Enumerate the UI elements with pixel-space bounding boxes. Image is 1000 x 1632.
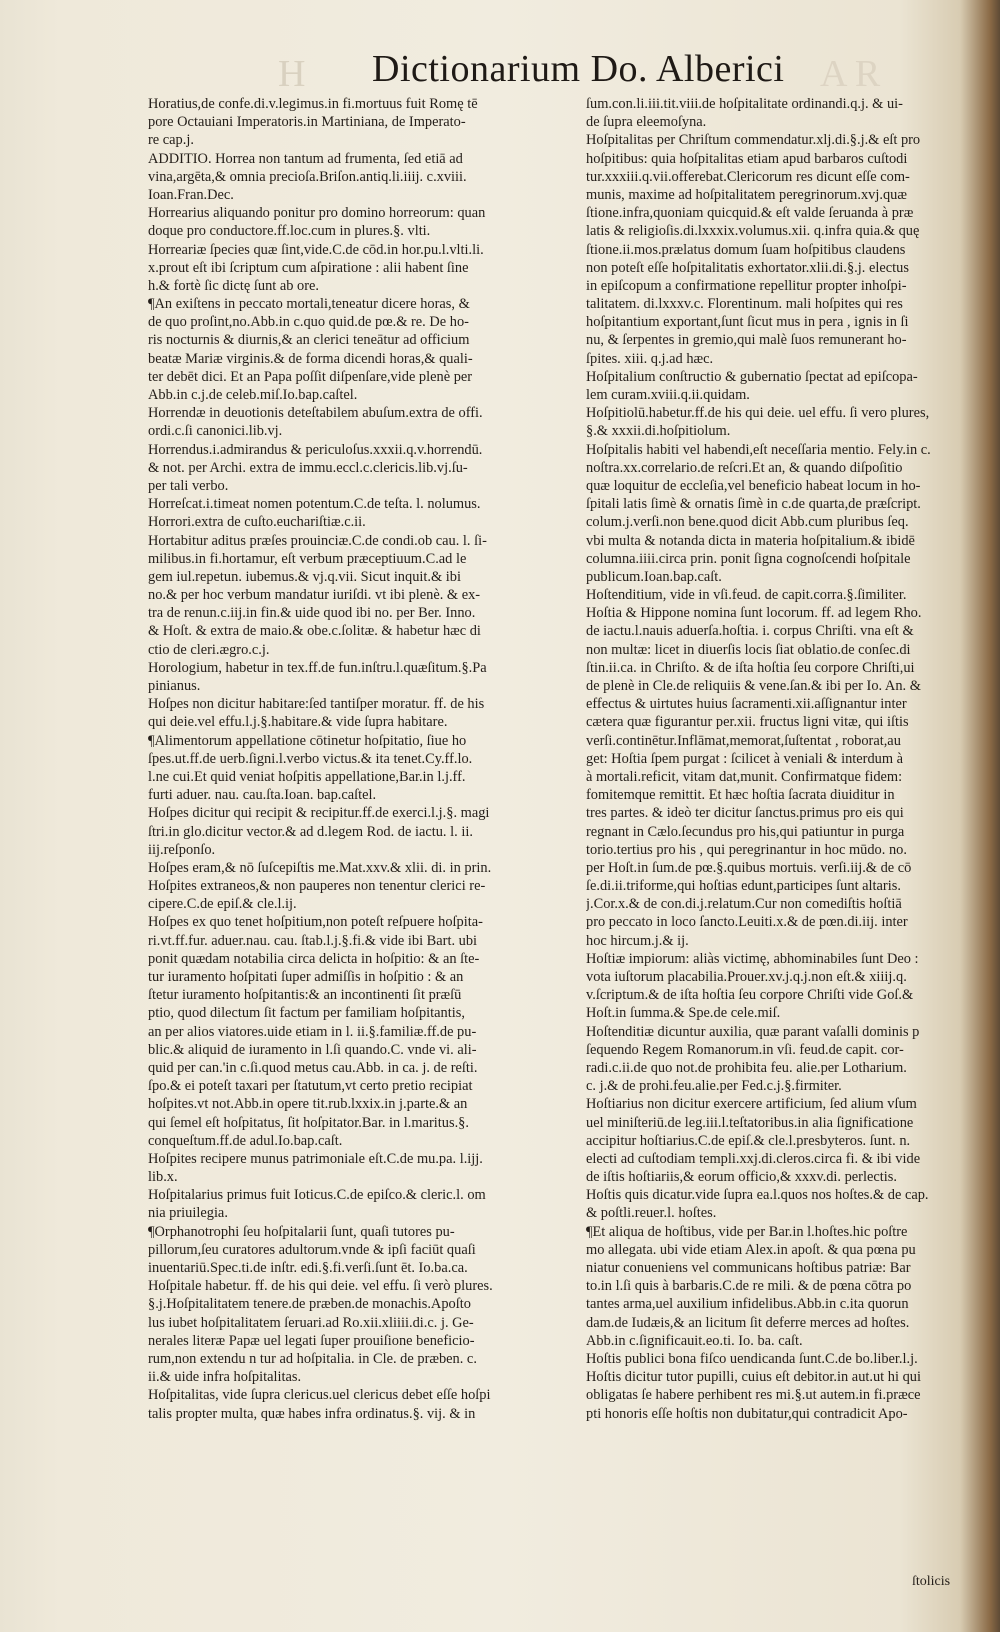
- right-column-line: get: Hoſtia ſpem purgat : ſcilicet à veniali & interdum à: [586, 750, 904, 767]
- right-column-line: de iactu.l.nauis aduerſa.hoſtia. i. corpus Chriſti. vna eſt &: [586, 623, 914, 640]
- catchword: ſtolicis: [912, 1574, 951, 1589]
- right-column-line: Hoſtia & Hippone nomina ſunt locorum. ff. ad legem Rho.: [586, 605, 922, 622]
- left-column-line: ter debēt dici. Et an Papa poſſit diſpenſare,vide plenè per: [148, 368, 473, 385]
- right-column-line: v.ſcriptum.& de iſta hoſtia ſeu corpore Chriſti vide Goſ.&: [586, 987, 914, 1004]
- right-column-line: cætera quæ figurantur per.xii. fructus ligni vitæ, qui iſtis: [586, 714, 909, 731]
- left-column-line: Hoſpitalarius primus fuit Ioticus.C.de epiſco.& cleric.l. om: [148, 1187, 486, 1204]
- left-column-line: milibus.in fi.hortamur, eſt verbum præceptiuum.C.ad le: [148, 550, 467, 567]
- right-column-line: Hoſtenditium, vide in vſi.feud. de capit.corra.§.ſimiliter.: [586, 587, 907, 604]
- right-column-line: Hoſpitalitas per Chriſtum commendatur.xlj.di.§.j.& eſt pro: [586, 132, 921, 149]
- right-column-line: Hoſpitalium conſtructio & gubernatio ſpectat ad epiſcopa-: [586, 368, 918, 385]
- left-column-line: cipere.C.de epiſ.& cle.l.ij.: [148, 896, 297, 913]
- right-column-line: latis & religioſis.di.lxxxix.volumus.xii. q.infra quia.& quę: [586, 223, 920, 240]
- right-column-line: noſtra.xx.correlario.de reſcri.Et an, & quando diſpoſitio: [586, 459, 903, 476]
- right-column-line: j.Cor.x.& de con.di.j.relatum.Cur non comediſtis hoſtiā: [586, 896, 902, 913]
- bleed-through-letter-left: H: [278, 53, 307, 95]
- right-column-line: à mortali.reficit, vitam dat,munit. Confirmatque fidem:: [586, 768, 903, 785]
- right-column-line: nu, & ſerpentes in gremio,qui malè ſuos remunerant ho-: [586, 332, 907, 349]
- left-column-line: tra de renun.c.iij.in fin.& uide quod ibi no. per Ber. Inno.: [148, 605, 476, 622]
- left-column-line: ADDITIO. Horrea non tantum ad frumenta, ſed etiā ad: [148, 150, 463, 167]
- left-column-line: lib.x.: [148, 1169, 178, 1186]
- right-column-line: ſtin.ii.ca. in Chriſto. & de iſta hoſtia ſeu corpore Chriſti,ui: [586, 659, 915, 676]
- right-column-line: Hoſpitalis habiti vel habendi,eſt neceſſaria mentio. Fely.in c.: [586, 441, 931, 458]
- right-column-line: ſe.di.ii.triforme,qui hoſtias edunt,participes ſunt altaris.: [586, 878, 901, 895]
- right-column-line: torio.tertius pro his , qui peregrinantur in hoc mūdo. no.: [586, 841, 907, 858]
- right-column-line: Abb.in c.ſignificauit.eo.ti. Io. ba. caſt.: [586, 1332, 803, 1349]
- right-column-line: hoc hircum.j.& ij.: [586, 932, 689, 949]
- right-column-line: de ſupra eleemoſyna.: [586, 114, 707, 131]
- right-column-line: ſpites. xiii. q.j.ad hæc.: [586, 350, 714, 367]
- left-column-line: Horrearius aliquando ponitur pro domino horreorum: quan: [148, 205, 486, 222]
- left-column-line: Hoſpites recipere munus patrimoniale eſt.C.de mu.pa. l.ijj.: [148, 1150, 483, 1167]
- left-column-line: ſtri.in glo.dicitur vector.& ad d.legem Rod. de iactu. l. ii.: [148, 823, 473, 840]
- left-column-line: an per alios viatores.uide etiam in l. ii.§.familiæ.ff.de pu-: [148, 1023, 477, 1040]
- right-column-line: verſi.continētur.Inflāmat,memorat,ſuſtentat , roborat,au: [586, 732, 901, 749]
- left-column-line: furti aduer. nau. cau.ſta.Ioan. bap.caſtel.: [148, 787, 377, 804]
- left-column-line: doque pro conductore.ff.loc.cum in plures.§. vlti.: [148, 223, 431, 240]
- left-column-line: Hortabitur aditus præſes prouinciæ.C.de condi.ob cau. l. ſi-: [148, 532, 487, 549]
- bleed-through-letters-right: A R: [820, 53, 881, 95]
- right-column-line: mo allegata. ubi vide etiam Alex.in apoſt. & qua pœna pu: [586, 1241, 916, 1258]
- right-column-line: tur.xxxiii.q.vii.offerebat.Clericorum res dicunt eſſe com-: [586, 168, 910, 185]
- right-column-line: accipitur hoſtiarius.C.de epiſ.& cle.l.presbyteros. ſunt. n.: [586, 1132, 911, 1149]
- left-column-line: h.& fortè ſic dictę ſunt ab ore.: [148, 277, 320, 294]
- left-column-line: qui ſemel eſt hoſpitatus, ſit hoſpitator.Bar. in l.maritus.§.: [148, 1114, 469, 1131]
- left-column-line: ¶Orphanotrophi ſeu hoſpitalarii ſunt, quaſi tutores pu-: [148, 1223, 455, 1240]
- left-column-line: nerales literæ Papæ uel legati ſuper prouiſione beneficio-: [148, 1332, 475, 1349]
- left-column-line: hoſpites.vt not.Abb.in opere tit.rub.lxxix.in j.parte.& an: [148, 1096, 468, 1113]
- right-column-line: tres partes. & ideò ter dicitur ſanctus.primus pro eis qui: [586, 805, 904, 822]
- left-column-line: §.j.Hoſpitalitatem tenere.de præben.de monachis.Apoſto: [148, 1296, 471, 1313]
- left-column-line: ſpo.& ei poteſt taxari per ſtatutum,vt certo pretio recipiat: [148, 1078, 473, 1095]
- right-column-line: regnant in Cælo.ſecundus pro his,qui patiuntur in purga: [586, 823, 905, 840]
- left-column-line: Hoſpites extraneos,& non pauperes non tenentur clerici re-: [148, 878, 486, 895]
- right-column-line: de plenè in Cle.de reliquiis & vene.ſan.& ibi per Io. An. &: [586, 678, 921, 694]
- left-column-line: Horrendus.i.admirandus & periculoſus.xxxii.q.v.horrendū.: [148, 441, 483, 458]
- left-column-line: lus iubet hoſpitalitatem ſeruari.ad Ro.xii.xliiii.di.c. j. Ge-: [148, 1314, 474, 1331]
- left-column-line: blic.& aliquid de iuramento in l.ſi quando.C. vnde vi. ali-: [148, 1041, 477, 1058]
- left-column-line: & Hoſt. & extra de maio.& obe.c.ſolitæ. & habetur hæc di: [148, 623, 481, 640]
- left-column-line: ¶An exiſtens in peccato mortali,teneatur dicere horas, &: [148, 296, 470, 313]
- right-column-line: Hoſtis quis dicatur.vide ſupra ea.l.quos nos hoſtes.& de cap.: [586, 1187, 929, 1204]
- left-column-line: conqueſtum.ff.de adul.Io.bap.caſt.: [148, 1132, 343, 1149]
- right-column-line: de iſtis hoſtiariis,& eorum officio,& xxxv.di. perlectis.: [586, 1169, 897, 1186]
- left-column-line: pore Octauiani Imperatoris.in Martiniana, de Imperato-: [148, 114, 466, 131]
- left-column-line: Hoſpitale habetur. ff. de his qui deie. vel effu. ſi verò plures.: [148, 1278, 493, 1295]
- right-column-line: hoſpitantium exportant,ſunt ſicut mus in pera , ignis in ſi: [586, 314, 909, 331]
- left-column-line: rum,non extendu n tur ad hoſpitalia. in Cle. de præben. c.: [148, 1350, 477, 1367]
- right-column-line: non multæ: licet in diuerſis locis ſiat oblatio.de conſec.di: [586, 641, 911, 658]
- right-column-line: pti honoris eſſe hoſtis non dubitatur,qui contradicit Apo-: [586, 1405, 908, 1422]
- left-column-line: Horologium, habetur in tex.ff.de fun.inſtru.l.quæſitum.§.Pa: [148, 659, 487, 676]
- right-column-line: electi ad cuſtodiam templi.xxj.di.cleros.circa fi. & ibi vide: [586, 1150, 921, 1167]
- left-column-line: ponit quædam notabilia circa delicta in hoſpitio: & an ſte-: [148, 950, 480, 967]
- left-column-line: ſpes.ut.ff.de uerb.ſigni.l.verbo victus.& ita tenet.Cy.ff.lo.: [148, 750, 473, 767]
- left-column-line: vina,argēta,& omnia precioſa.Briſon.antiq.li.iiij. c.xviii.: [148, 168, 467, 185]
- left-column-line: pinianus.: [148, 678, 201, 694]
- left-column-line: qui deie.vel effu.l.j.§.habitare.& vide ſupra habitare.: [148, 714, 448, 731]
- right-column-line: vbi multa & notanda dicta in materia hoſpitalium.& ibidē: [586, 532, 915, 549]
- right-column-line: & poſtli.reuer.l. hoſtes.: [586, 1205, 717, 1222]
- left-column-line: ptio, quod dilectum ſit factum per familiam hoſpitantis,: [148, 1005, 465, 1022]
- right-column-line: Hoſtis dicitur tutor pupilli, cuius eſt debitor.in aut.ut hi qui: [586, 1369, 921, 1386]
- left-column-line: gem iul.repetun. iubemus.& vj.q.vii. Sicut inquit.& ibi: [148, 568, 461, 585]
- right-column-line: fomitemque remittit. Et hæc hoſtia ſacrata diuiditur in: [586, 787, 895, 804]
- right-column-line: ſequendo Regem Romanorum.in vſi. feud.de capit. cor-: [586, 1041, 904, 1058]
- left-column-line: ¶Alimentorum appellatione cōtinetur hoſpitatio, ſiue ho: [148, 732, 467, 749]
- left-column-line: iij.reſponſo.: [148, 841, 216, 858]
- left-column-line: inuentariū.Spec.ti.de inſtr. edi.§.fi.verſi.ſunt ēt. Io.ba.ca.: [148, 1260, 468, 1276]
- right-column-line: Hoſtiæ impiorum: aliàs victimę, abhominabiles ſunt Deo :: [586, 950, 919, 967]
- right-column-line: tantes arma,uel auxilium infidelibus.Abb.in c.ita quorun: [586, 1296, 909, 1313]
- right-column-line: pro peccato in loco ſancto.Leuiti.x.& de pœn.di.iij. inter: [586, 914, 908, 931]
- right-column-line: vota iuſtorum placabilia.Prouer.xv.j.q.j.non eſt.& xiiij.q.: [586, 969, 907, 985]
- left-text-column: [148, 95, 569, 1423]
- left-column-line: Hoſpes eram,& nō ſuſcepiſtis me.Mat.xxv.& xlii. di. in prin.: [148, 859, 492, 876]
- left-column-line: ri.vt.ff.fur. aduer.nau. cau. ſtab.l.j.§.fi.& vide ibi Bart. ubi: [148, 932, 478, 949]
- right-column-line: quæ loquitur de eccleſia,vel beneficio habeat locum in ho-: [586, 477, 921, 494]
- left-column-line: & not. per Archi. extra de immu.eccl.c.clericis.lib.vj.ſu-: [148, 459, 468, 476]
- left-column-line: ſtetur iuramento hoſpitantis:& an incontinenti ſit præſū: [148, 987, 462, 1004]
- right-column-line: Hoſtis publici bona fiſco uendicanda ſunt.C.de bo.liber.l.j.: [586, 1350, 918, 1367]
- left-column-line: Hoſpes non dicitur habitare:ſed tantiſper moratur. ff. de his: [148, 696, 485, 713]
- right-column-line: ¶Et aliqua de hoſtibus, vide per Bar.in l.hoſtes.hic poſtre: [586, 1223, 908, 1240]
- left-column-line: ris nocturnis & diurnis,& an clerici teneātur ad officium: [148, 332, 470, 349]
- right-column-line: ſtione.ii.mos.prælatus domum ſuam hoſpitibus claudens: [586, 241, 906, 258]
- left-column-line: Horreariæ ſpecies quæ ſint,vide.C.de cōd.in hor.pu.l.vlti.li.: [148, 241, 484, 258]
- left-column-line: ctio de cleri.ægro.c.j.: [148, 641, 270, 658]
- left-column-line: ii.& uide infra hoſpitalitas.: [148, 1369, 302, 1386]
- left-column-line: pillorum,ſeu curatores adultorum.vnde & ipſi faciūt quaſi: [148, 1241, 476, 1258]
- right-column-line: Hoſpitiolū.habetur.ff.de his qui deie. uel effu. ſi vero plures,: [586, 405, 930, 422]
- right-column-line: §.& xxxii.di.hoſpitiolum.: [586, 423, 731, 440]
- right-column-line: hoſpitibus: quia hoſpitalitas etiam apud barbaros cuſtodi: [586, 150, 908, 167]
- right-column-line: uel miniſteriū.de leg.iii.l.teſtatoribus.in alia ſignificatione: [586, 1114, 914, 1131]
- left-column-line: Horatius,de confe.di.v.legimus.in fi.mortuus fuit Romę tē: [148, 96, 478, 112]
- left-column-line: x.prout eſt ibi ſcriptum cum aſpiratione : alii habent ſine: [148, 259, 469, 276]
- right-column-line: columna.iiii.circa prin. ponit ſigna cognoſcendi hoſpitale: [586, 550, 911, 567]
- running-head-title: Dictionarium Do. Alberici: [372, 48, 785, 90]
- right-column-line: c. j.& de prohi.feu.alie.per Fed.c.j.§.firmiter.: [586, 1078, 842, 1095]
- right-column-line: ſtione.infra,quoniam quicquid.& eſt valde ſeruanda à præ: [586, 205, 914, 222]
- left-column-line: Horrori.extra de cuſto.euchariſtiæ.c.ii.: [148, 514, 366, 531]
- right-column-line: dam.de Iudæis,& an licitum ſit deferre merces ad hoſtes.: [586, 1314, 910, 1331]
- left-column-line: Horrendæ in deuotionis deteſtabilem abuſum.extra de offi.: [148, 405, 483, 422]
- left-column-line: l.ne cui.Et quid veniat hoſpitis appellatione,Bar.in l.j.ff.: [148, 768, 466, 785]
- right-column-line: munis, maxime ad hoſpitalitatem peregrinorum.xvj.quæ: [586, 186, 907, 203]
- left-column-line: Horreſcat.i.timeat nomen potentum.C.de teſta. l. nolumus.: [148, 496, 481, 513]
- left-column-line: talis propter multa, quæ habes infra ordinatus.§. vij. & in: [148, 1405, 476, 1422]
- right-column-line: obligatas ſe habere perhibent res mi.§.ut autem.in fi.præce: [586, 1387, 921, 1404]
- right-column-line: to.in l.ſi quis à barbaris.C.de re mili. & de pœna cōtra po: [586, 1278, 912, 1295]
- right-column-line: Hoſtenditiæ dicuntur auxilia, quæ parant vaſalli dominis p: [586, 1023, 920, 1040]
- left-column-line: de quo proſint,no.Abb.in c.quo quid.de pœ.& re. De ho-: [148, 314, 469, 331]
- right-column-line: colum.j.verſi.non bene.quod dicit Abb.cum pluribus ſeq.: [586, 514, 909, 531]
- right-column-line: ſpitali latis ſimè & ornatis ſimè in c.de quarta,de præſcript.: [586, 496, 921, 513]
- left-column-line: re cap.j.: [148, 132, 194, 149]
- left-column-line: Hoſpes ex quo tenet hoſpitium,non poteſt reſpuere hoſpita-: [148, 914, 483, 931]
- left-column-line: Hoſpitalitas, vide ſupra clericus.uel clericus debet eſſe hoſpi: [148, 1387, 491, 1404]
- left-column-line: Abb.in c.j.de celeb.miſ.Io.bap.caſtel.: [148, 387, 358, 403]
- left-column-line: tur iuramento hoſpitati ſuper admiſſis in hoſpitio : & an: [148, 969, 464, 985]
- right-column-line: niatur conueniens vel communicans hoſtibus patriæ: Bar: [586, 1260, 911, 1276]
- left-column-line: no.& per hoc verbum mandatur iuriſdi. vt ibi plenè. & ex-: [148, 587, 481, 604]
- left-column-line: ordi.c.ſi canonici.lib.vj.: [148, 423, 283, 440]
- right-column-line: non poteſt eſſe hoſpitalitatis exhortator.xlii.di.§.j. electus: [586, 259, 909, 276]
- right-column-line: ſum.con.li.iii.tit.viii.de hoſpitalitate ordinandi.q.j. & ui-: [586, 96, 903, 112]
- right-text-column: [586, 95, 991, 1423]
- right-column-line: lem curam.xviii.q.ii.quidam.: [586, 387, 750, 403]
- left-column-line: nia priuilegia.: [148, 1205, 228, 1222]
- right-column-line: radi.c.ii.de quo not.de prohibita feu. alie.per Lotharium.: [586, 1059, 907, 1076]
- right-column-line: in epiſcopum a confirmatione repellitur propter inhoſpi-: [586, 277, 907, 294]
- left-column-line: Hoſpes dicitur qui recipit & recipitur.ff.de exerci.l.j.§. magi: [148, 805, 490, 822]
- right-column-line: Hoſtiarius non dicitur exercere artificium, ſed alium vſum: [586, 1096, 917, 1113]
- right-column-line: talitatem. di.lxxxv.c. Florentinum. mali hoſpites qui res: [586, 296, 903, 313]
- left-column-line: quid per can.'in c.ſi.quod metus cau.Abb. in ca. j. de reſti.: [148, 1059, 478, 1076]
- left-column-line: Ioan.Fran.Dec.: [148, 186, 234, 203]
- left-column-line: per tali verbo.: [148, 477, 229, 494]
- right-column-line: Hoſt.in ſumma.& Spe.de cele.miſ.: [586, 1005, 781, 1022]
- left-column-line: beatæ Mariæ virginis.& de forma dicendi horas,& quali-: [148, 350, 473, 367]
- right-column-line: per Hoſt.in ſum.de pœ.§.quibus mortuis. verſi.iij.& de cō: [586, 859, 912, 876]
- right-column-line: effectus & uirtutes huius ſacramenti.xii.aſſignantur inter: [586, 696, 907, 713]
- right-column-line: publicum.Ioan.bap.caſt.: [586, 568, 722, 585]
